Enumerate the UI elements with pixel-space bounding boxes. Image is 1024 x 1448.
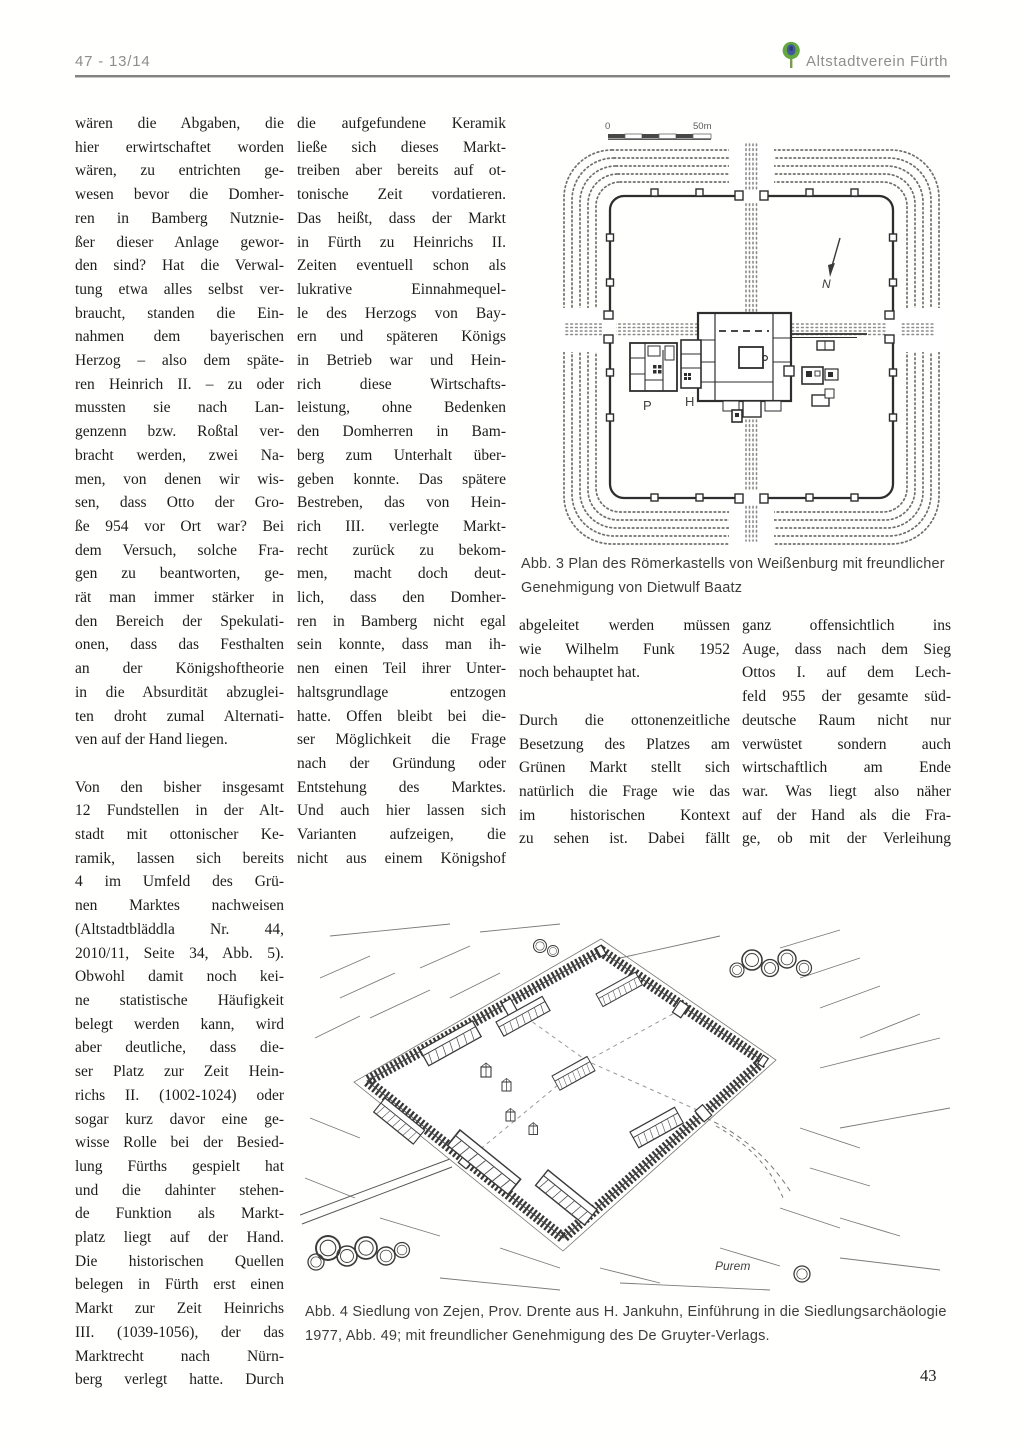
siedlung-drawing-figure [300, 918, 960, 1296]
label-p: P [643, 398, 652, 413]
north-arrow [822, 238, 840, 291]
tree-logo-icon [778, 40, 804, 72]
paragraph: Durch die ottonenzeitliche Besetzung des Platzes am Grünen Markt stellt sich natürlich die Frage wie das im historischen Kontext zu sehen ist. Dabei fällt [519, 711, 730, 848]
scale-bar [605, 121, 712, 140]
paragraph: wären die Abgaben, die hier erwirtschaftet worden wären, zu entrichten ge- wesen bevor die Domher- ren in Bamberg Nutznie- ßer dieser Anlage gewor- den sind? Hat die Verwal- tung etwa alles selbst ver- braucht, standen die Ein- nahmen dem bayerischen Herzog – also dem späte- ren Heinrich II. – zu oder mussten sie nach Lan- genzenn bzw. Roßtal ver- bracht werden, zwei Na- men, von denen wir wis- sen, dass Otto der Gro- ße 954 vor Ort war? Bei dem Versuch, solche Fra- gen zu beantworten, ge- rät man immer stärker in den Bereich der Spekulati- onen, dass das Festhalten an der Königshoftheorie in die Absurdität abzuglei- ten droht zumal Alternati- ven auf der Hand liegen. [75, 115, 284, 749]
north-label: N [822, 277, 831, 291]
artist-signature: Purem [715, 1259, 751, 1273]
paragraph: Von den bisher insgesamt 12 Fundstellen in der Alt- stadt mit ottonischer Ke- ramik, lassen sich bereits 4 im Umfeld des Grü- nen Marktes nachweisen (Altstadtbläddla Nr. 44, 2010/11, Seite 34, Abb. 5). Obwohl damit noch kei- ne statistische Häufigkeit belegt werden kann, wird aber deutliche, dass die- ser Platz zur Zeit Hein- richs II. (1002-1024) oder sogar kurz davor eine ge- wisse Rolle bei der Besied- lung Fürths gespielt hat und die dahinter stehen- de Funktion als Markt- platz liegt auf der Hand. Die historischen Quellen belegen in Fürth erst einen Markt zur Zeit Heinrichs III. (1039-1056), der das Marktrecht nach Nürn- berg verlegt hatte. Durch [75, 778, 284, 1389]
text-column-4 [742, 614, 951, 851]
kastell-plan-figure [535, 110, 960, 547]
paragraph: die aufgefundene Keramik ließe sich dieses Markt- treiben aber bereits auf ot- tonische Zeit vordatieren. Das heißt, dass der Markt in Fürth zu Heinrichs II. Zeiten eventuell schon als lukrative Einnahmequel- le des Herzogs von Bay- ern und späteren Königs in Betrieb war und Hein- rich diese Wirtschafts- leistung, ohne Bedenken den Domherren in Bam- berg zum Unterhalt über- geben konnte. Das spätere Bestreben, das von Hein- rich III. verlegte Markt- recht zurück zu bekom- men, macht doch deut- lich, dass den Domher- ren in Bamberg nicht egal sein konnte, dass man ih- nen einen Teil ihrer Unter- haltsgrundlage entzogen hatte. Offen bleibt bei die- ser Möglichkeit die Frage nach der Gründung oder Entstehung des Marktes. Und auch hier lassen sich Varianten aufzeigen, die nicht aus einem Königshof [297, 115, 506, 867]
text-column-3 [519, 614, 730, 851]
east-structures [784, 334, 867, 406]
p-building [630, 343, 677, 391]
figure4-caption: Abb. 4 Siedlung von Zejen, Prov. Drente aus H. Jankuhn, Einführung in die Siedlungsarchäologie 1977, Abb. 49; mit freundlicher Genehmigung des De Gruyter-Verlags. [305, 1304, 947, 1344]
paragraph: abgeleitet werden müssen wie Wilhelm Funk 1952 noch behauptet hat. [519, 617, 730, 682]
page-number: 43 [920, 1366, 937, 1385]
header-rule [75, 75, 950, 78]
text-column-1 [75, 112, 284, 1392]
brand-name: Altstadtverein Fürth [806, 53, 949, 70]
scale-fifty-label: 50m [693, 121, 712, 132]
figure3-caption: Abb. 3 Plan des Römerkastells von Weißenburg mit freundlicher Genehmigung von Dietwulf Baatz [521, 556, 945, 596]
issue-number: 47 - 13/14 [75, 53, 151, 70]
label-h: H [685, 394, 695, 409]
principia-building [698, 313, 791, 422]
scale-zero-label: 0 [605, 121, 611, 132]
text-column-2 [297, 112, 506, 871]
h-building [681, 340, 701, 388]
paragraph: ganz offensichtlich ins Auge, dass nach dem Sieg Ottos I. auf dem Lech- feld 955 der gesamte süd- deutsche Raum nicht nur verwüstet sondern auch wirtschaftlich am Ende war. Was liegt also näher auf der Hand als die Fra- ge, ob mit der Verleihung [742, 617, 951, 848]
